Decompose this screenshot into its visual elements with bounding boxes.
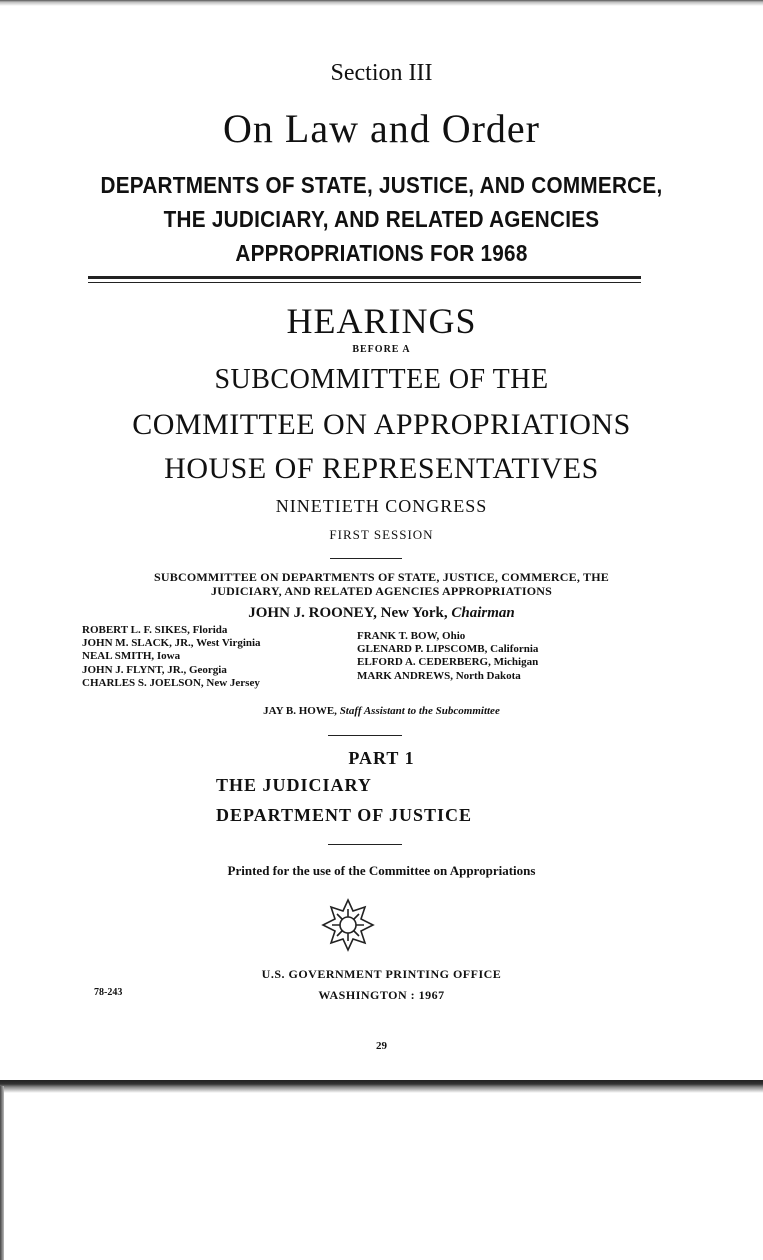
member-name: GLENARD P. LIPSCOMB, California <box>357 643 539 656</box>
part-title-justice: DEPARTMENT OF JUSTICE <box>216 805 473 825</box>
subcommittee-title-line-2: JUDICIARY, AND RELATED AGENCIES APPROPRIATIONS <box>211 584 552 598</box>
part-number: PART 1 <box>348 748 415 768</box>
subcommittee-title-line-1: SUBCOMMITTEE ON DEPARTMENTS OF STATE, JUSTICE, COMMERCE, THE <box>154 570 609 584</box>
city-and-year: WASHINGTON : 1967 <box>318 988 445 1002</box>
chairman-name: JOHN J. ROONEY, New York, <box>248 605 448 621</box>
departments-line-2: THE JUDICIARY, AND RELATED AGENCIES <box>163 206 600 232</box>
title-divider <box>88 276 641 283</box>
subcommittee-heading: SUBCOMMITTEE OF THE <box>214 364 549 395</box>
part-divider-top <box>328 735 402 736</box>
staff-line <box>0 705 763 717</box>
gpo-seal-icon <box>320 897 376 953</box>
member-name: MARK ANDREWS, North Dakota <box>357 669 521 682</box>
scan-top-edge <box>0 0 763 10</box>
departments-line-1: DEPARTMENTS OF STATE, JUSTICE, AND COMMERCE, <box>100 172 663 198</box>
member-name: ROBERT L. F. SIKES, Florida <box>82 624 228 636</box>
part-divider-bottom <box>328 844 402 845</box>
member-name: CHARLES S. JOELSON, New Jersey <box>82 676 260 689</box>
page-number: 29 <box>376 1040 387 1052</box>
session-heading: FIRST SESSION <box>329 527 434 542</box>
committee-heading: COMMITTEE ON APPROPRIATIONS <box>132 408 631 441</box>
member-name: ELFORD A. CEDERBERG, Michigan <box>357 656 539 669</box>
staff-role: Staff Assistant to the Subcommittee <box>339 705 500 717</box>
departments-line-3: APPROPRIATIONS FOR 1968 <box>235 240 528 266</box>
staff-name: JAY B. HOWE, <box>263 705 337 717</box>
printing-office: U.S. GOVERNMENT PRINTING OFFICE <box>261 967 502 981</box>
document-number: 78-243 <box>94 987 123 998</box>
house-heading: HOUSE OF REPRESENTATIVES <box>164 452 599 485</box>
part-title-judiciary: THE JUDICIARY <box>216 775 372 795</box>
members-left-column <box>82 624 261 690</box>
chairman-line <box>0 605 763 622</box>
printed-for-line: Printed for the use of the Committee on Appropriations <box>227 863 536 878</box>
member-name: JOHN J. FLYNT, JR., Georgia <box>82 663 227 676</box>
section-label: Section III <box>330 60 433 86</box>
hearings-heading: HEARINGS <box>286 301 477 341</box>
scan-bottom-edge <box>0 1080 763 1094</box>
before-a-text: BEFORE A <box>352 344 411 355</box>
member-name: JOHN M. SLACK, JR., West Virginia <box>82 637 261 650</box>
scan-left-edge <box>0 1086 4 1260</box>
member-name: NEAL SMITH, Iowa <box>82 650 181 663</box>
chairman-title: Chairman <box>451 605 515 621</box>
member-name: FRANK T. BOW, Ohio <box>357 630 466 642</box>
members-right-column <box>357 630 538 683</box>
session-divider <box>330 558 402 559</box>
main-title: On Law and Order <box>223 106 540 151</box>
congress-heading: NINETIETH CONGRESS <box>275 496 488 516</box>
